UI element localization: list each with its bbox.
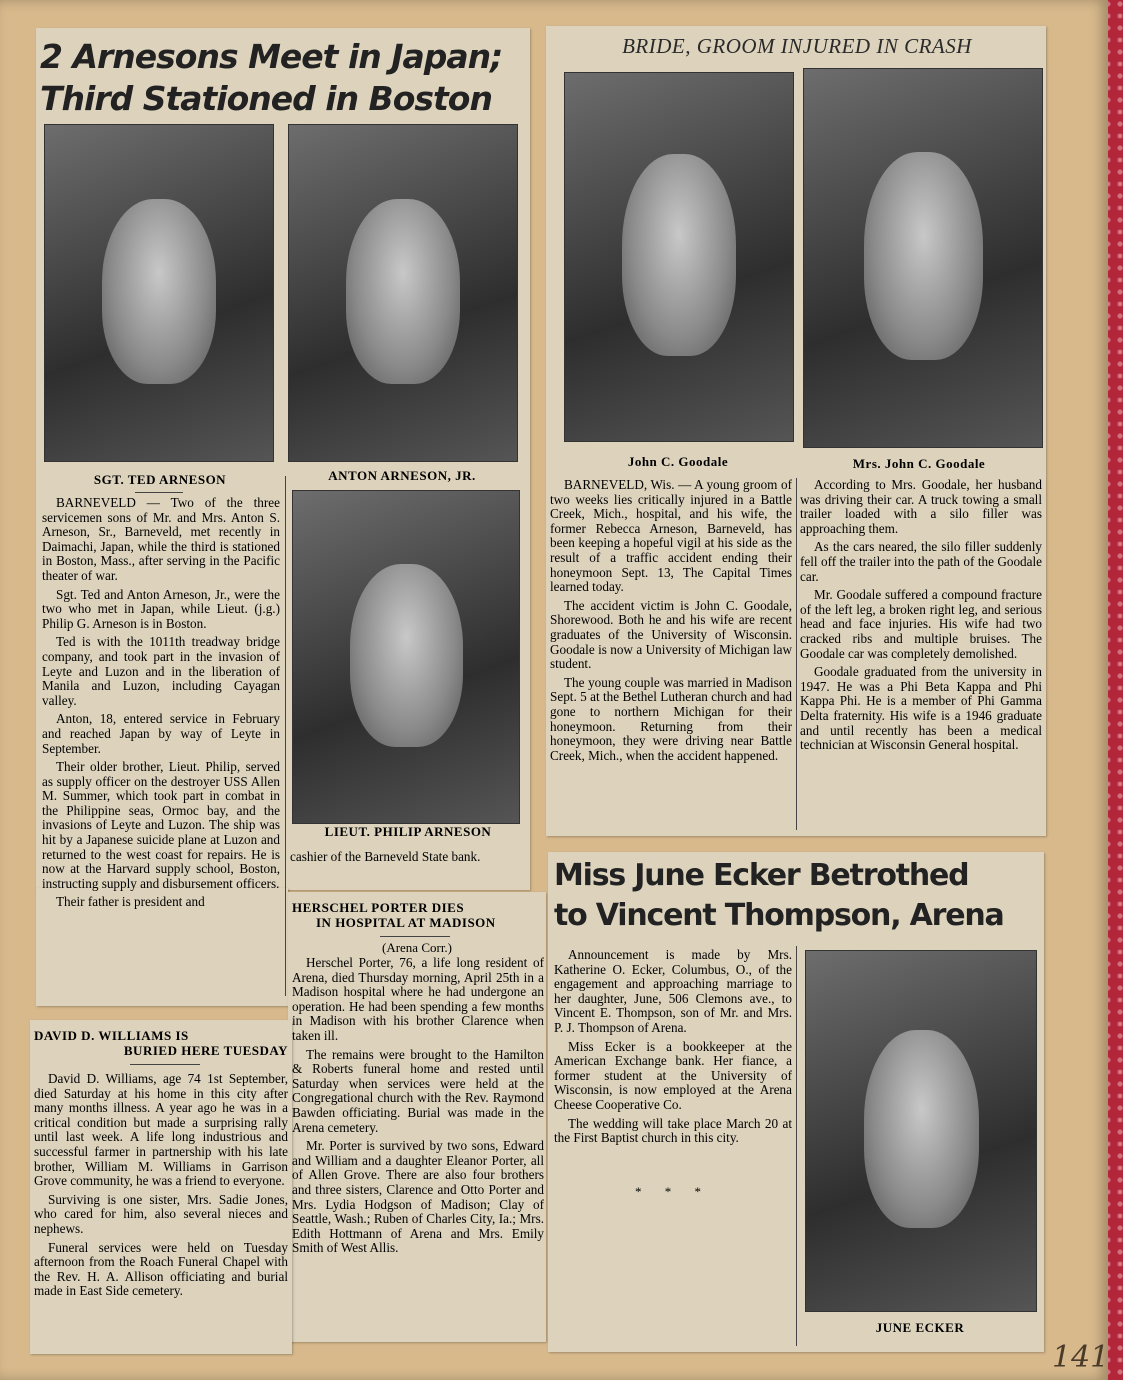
ecker-paragraph: The wedding will take place March 20 at the First Baptist church in this city. [554,1115,792,1146]
arneson-headline-line2: Third Stationed in Boston [40,79,492,118]
goodale-paragraph: According to Mrs. Goodale, her husband was driving their car. A truck towing a small trailer loaded with a silo filler was approaching them. [800,477,1042,536]
arneson-headline-line1: 2 Arnesons Meet in Japan; [40,37,503,76]
porter-rule [380,936,450,937]
ecker-paragraph: Miss Ecker is a bookkeeper at the American Exchange bank. Her fiance, a former student at the University of Wisconsin, is now employed at the Arena Cheese Cooperative Co. [554,1038,792,1112]
porter-headline-line1: HERSCHEL PORTER DIES [292,900,465,915]
arneson-paragraph: BARNEVELD — Two of the three servicemen sons of Mr. and Mrs. Anton S. Arneson, Sr., Barneveld, met recently in Daimachi, Japan, while the third is stationed in Boston, Mass., after serving in the Pacific theater of war. [42,495,280,583]
williams-headline-line2: BURIED HERE TUESDAY [123,1043,288,1058]
porter-paragraph: The remains were brought to the Hamilton & Roberts funeral home and rested until Saturday when services were held at the Congregational church with the Rev. Raymond Bawden officiating. Burial was made in the Arena cemetery. [292,1046,544,1135]
porter-paragraph: Herschel Porter, 76, a life long resident of Arena, died Thursday morning, April 25th in a Madison hospital where he had undergone an operation. He had been spending a few months in Madison with his brother Clarence when taken ill. [292,955,544,1043]
arneson-paragraph: Anton, 18, entered service in February and reached Japan by way of Leyte in September. [42,711,280,756]
williams-rule [130,1064,200,1065]
ecker-column-rule [796,946,797,1346]
goodale-paragraph: The young couple was married in Madison Sept. 5 at the Bethel Lutheran church and had gone to northern Michigan for their honeymoon. Returning from their honeymoon, they were driving near Battle Creek, Mich., when the accident happened. [550,674,792,763]
goodale-column-rule [796,478,797,830]
photo-ted-arneson [44,124,274,462]
arneson-paragraph: cashier of the Barneveld State bank. [290,849,481,864]
caption-ted-arneson: SGT. TED ARNESON [93,472,227,487]
page-number: 141 [1052,1340,1110,1375]
arneson-paragraph: Ted is with the 1011th treadway bridge company, and took part in the invasion of Leyte and Luzon and in the liberation of Manila and Luzon, including Cayagan valley. [42,634,280,708]
williams-headline [34,1028,288,1058]
caption-anton-arneson: ANTON ARNESON, JR. [328,468,476,483]
photo-june-ecker [805,950,1037,1312]
williams-paragraph: Surviving is one sister, Mrs. Sadie Jones, who cared for him, also several nieces and nephews. [34,1191,288,1236]
arneson-paragraph: Their father is president and [56,894,205,910]
goodale-body-left [550,478,792,767]
williams-paragraph: David D. Williams, age 74 1st September, died Saturday at his home in this city after many months illness. A year ago he was in a critical condition but made a surprising rally until last week. A life long industrious and successful farmer in partnership with his late brother, William M. Williams in Garrison Grove community, he was a friend to everyone. [34,1071,288,1189]
goodale-paragraph: As the cars neared, the silo filler suddenly fell off the trailer into the path of the Goodale car. [800,539,1042,584]
porter-byline: (Arena Corr.) [381,940,453,955]
ecker-headline [554,856,1040,936]
caption-june-ecker: JUNE ECKER [875,1320,965,1335]
ecker-body [554,948,792,1150]
goodale-paragraph: Mr. Goodale suffered a compound fracture of the left leg, a broken right leg, and serious head and face injuries. His wife had two cracked ribs and multiple bruises. The Goodale car was completely demolished. [800,587,1042,661]
porter-headline [292,900,544,930]
goodale-headline: BRIDE, GROOM INJURED IN CRASH [622,34,972,58]
caption-mrs-goodale: Mrs. John C. Goodale [852,456,986,471]
arneson-paragraph: Sgt. Ted and Anton Arneson, Jr., were the two who met in Japan, while Lieut. (j.g.) Philip G. Arneson is in Boston. [42,586,280,631]
arneson-headline [40,36,520,120]
goodale-paragraph: BARNEVELD, Wis. — A young groom of two weeks lies critically injured in a Battle Creek, Mich., hospital, and his wife, the former Rebecca Arneson, Barneveld, has been keeping a hopeful vigil at his side as the result of a traffic accident ending their honeymoon Sept. 13, The Capital Times learned today. [550,477,792,595]
ecker-headline-line1: Miss June Ecker Betrothed [554,858,969,893]
goodale-body-right [800,478,1042,757]
arneson-column-rule [285,476,286,996]
goodale-paragraph: The accident victim is John C. Goodale, Shorewood. Both he and his wife are recent graduates of the University of Wisconsin. Goodale is now a University of Michigan law student. [550,597,792,672]
photo-philip-arneson [292,490,520,824]
caption-john-goodale: John C. Goodale [627,454,729,469]
caption-rule [135,492,183,493]
ecker-headline-line2: to Vincent Thompson, Arena [554,898,1004,933]
arneson-body-right [290,850,528,869]
photo-mrs-goodale [803,68,1043,448]
williams-paragraph: Funeral services were held on Tuesday afternoon from the Roach Funeral Chapel with the Rev. H. A. Allison officiating and burial made in East Side cemetery. [34,1239,288,1299]
williams-body [34,1072,288,1303]
goodale-paragraph: Goodale graduated from the university in 1947. He was a Phi Beta Kappa and Phi Kappa Phi. He is a member of Phi Gamma Delta fraternity. His wife is a 1946 graduate and until recently has been a medical technician at Wisconsin General hospital. [800,664,1042,753]
porter-paragraph: Mr. Porter is survived by two sons, Edward and William and a daughter Eleanor Porter, all of Allen Grove. There are also four brothers and three sisters, Clarence and Otto Porter and Mrs. Lydia Hodgson of Madison; Clay of Seattle, Wash.; Ruben of Charles City, Ia.; Mrs. Edith Hottmann of Arena and Mrs. Emily Smith of West Allis. [292,1138,544,1256]
porter-headline-line2: IN HOSPITAL AT MADISON [316,915,496,930]
arneson-body-left [42,496,280,914]
williams-headline-line1: DAVID D. WILLIAMS IS [34,1028,189,1043]
ecker-paragraph: Announcement is made by Mrs. Katherine O. Ecker, Columbus, O., of the engagement and approaching marriage to her daughter, June, 506 Clemons ave., to Vincent E. Thompson, son of Mr. and Mrs. P. J. Thompson of Arena. [554,947,792,1035]
photo-john-goodale [564,72,794,442]
caption-philip-arneson: LIEUT. PHILIP ARNESON [324,824,492,839]
porter-body [292,956,544,1260]
photo-anton-arneson [288,124,518,462]
ecker-asterisks: * * * [635,1184,711,1199]
arneson-paragraph: Their older brother, Lieut. Philip, served as supply officer on the destroyer USS Allen M. Summer, which took part in combat in the Philippine seas, Ormoc bay, and the invasions of Leyte and Luzon. The ship was hit by a Japanese suicide plane at Luzon and returned to the west coast for repairs. He is now at the Harvard supply school, Boston, instructing supply and disbursement officers. [42,759,280,891]
